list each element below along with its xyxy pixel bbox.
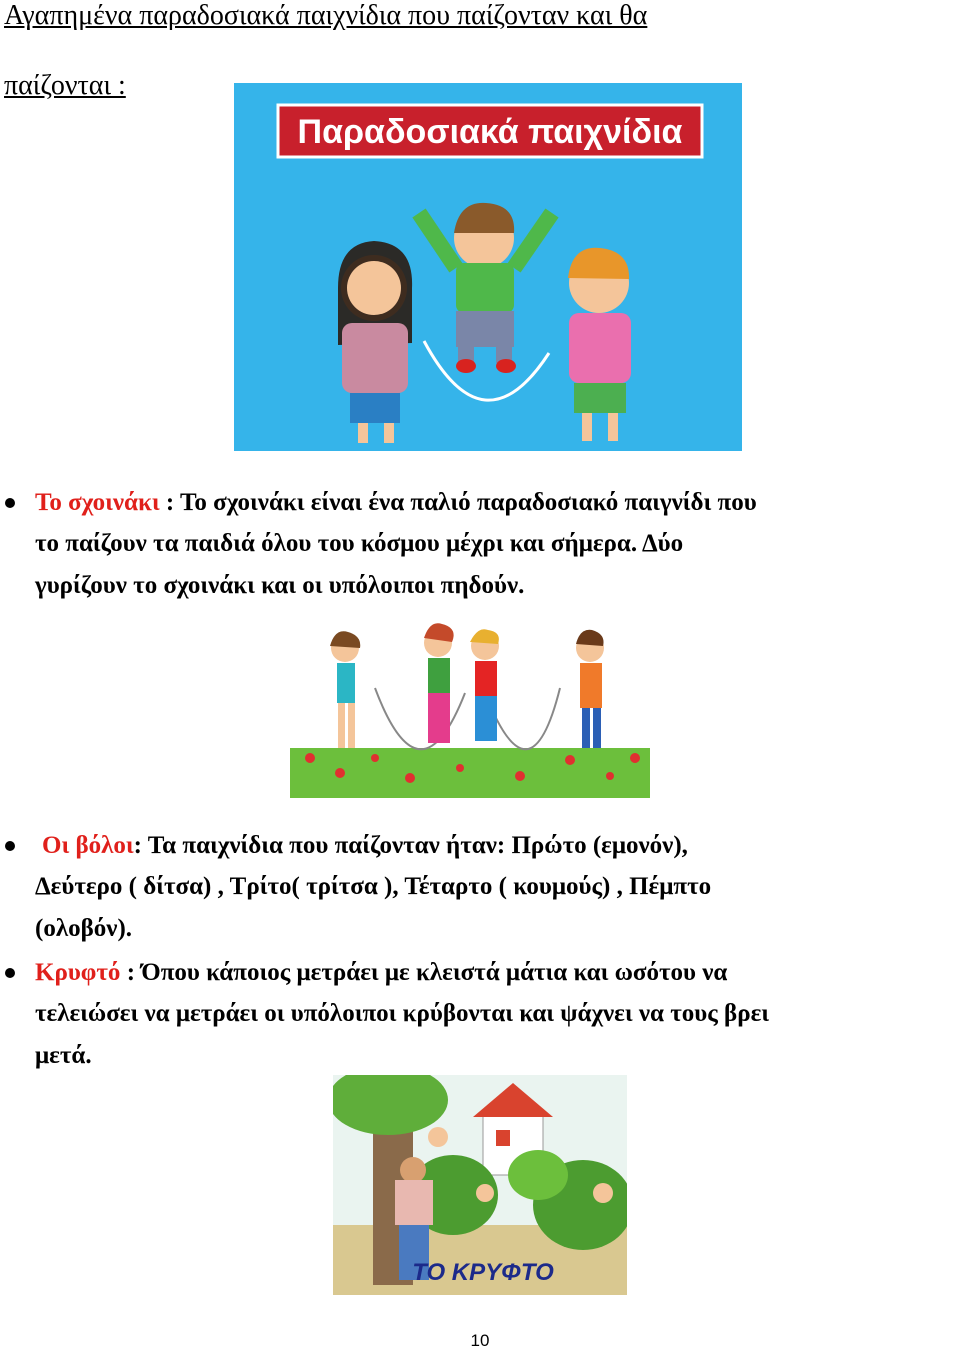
banner-text: Παραδοσιακά παιχνίδια [297,113,683,151]
page-title-line-2: παίζονται : [4,70,126,101]
item-text: γυρίζουν το σχοινάκι και οι υπόλοιποι πηδούν. [35,572,525,599]
bullet-icon [5,498,15,508]
page-title-line-1: Αγαπημένα παραδοσιακά παιχνίδια που παίζονταν και θα [4,0,648,31]
hide-and-seek-illustration [333,1075,627,1295]
item-text: Δεύτερο ( δίτσα) , Τρίτο( τρίτσα ), Τέταρτο ( κουμούς) , Πέμπτο [35,873,712,900]
item-text: το παίζουν τα παιδιά όλου του κόσμου μέχρι και σήμερα. Δύο [35,530,684,557]
jump-rope-banner-illustration [234,83,742,451]
page-number: 10 [470,1331,490,1350]
item-text: : Όπου κάποιος μετράει με κλειστά μάτια και ωσότου να [120,959,728,986]
item-term-jump-rope: Το σχοινάκι [35,489,160,516]
bullet-icon [5,841,15,851]
children-jump-rope-illustration [290,608,650,798]
item-text: (ολοβόν). [35,915,133,942]
bullet-icon [5,968,15,978]
item-term-marbles: Οι βόλοι [42,832,134,859]
item-text: μετά. [35,1042,92,1069]
item-term-hide-and-seek: Κρυφτό [35,959,121,986]
item-text: : Το σχοινάκι είναι ένα παλιό παραδοσιακό παιγνίδι που [159,489,757,516]
item-text: τελειώσει να μετράει οι υπόλοιποι κρύβονται και ψάχνει να τους βρει [35,1000,770,1027]
item-text: : Τα παιχνίδια που παίζονταν ήταν: Πρώτο (εμονόν), [133,832,688,859]
hide-and-seek-caption: ΤΟ ΚΡΥΦΤΟ [412,1259,554,1286]
